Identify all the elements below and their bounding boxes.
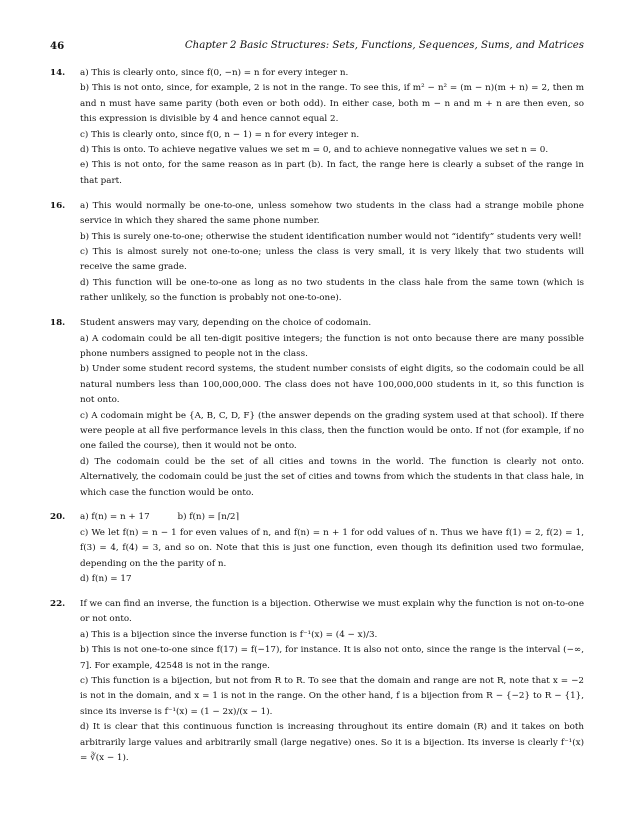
exercise-part: c) This function is a bijection, but not from R to R. To see that the domain and range are not R, note that x = −2 is not in the domain, and x = 1 is not in the range. On the other hand, f is a bijection from R − {−2} to R − {1}, since its inverse is f⁻¹(x) = (1 − 2x)/(x − 1). (80, 676, 584, 717)
exercise-part: a) A codomain could be all ten-digit positive integers; the function is not onto because there are many possible phone numbers assigned to people not in the class. (80, 333, 584, 359)
exercise-part: d) It is clear that this continuous function is increasing throughout its entire domain (R) and it takes on both arbitrarily large values and arbitrarily small (large negative) ones. So it is a bijection. Its inverse is clearly f⁻¹(x) = ∛(x − 1). (80, 722, 584, 764)
exercise-part: c) A codomain might be {A, B, C, D, F} (the answer depends on the grading system used at that school). If there were people at all five performance levels in this class, then the function would be onto. If not (for example, if no one failed the course), then it would not be onto. (80, 410, 584, 452)
exercise-part: e) This is not onto, for the same reason as in part (b). In fact, the range here is clearly a subset of the range in that part. (80, 160, 584, 186)
exercise-part: a) This is clearly onto, since f(0, −n) = n for every integer n. (80, 68, 349, 78)
exercise-20 (50, 510, 584, 587)
exercise-number: 16. (50, 200, 66, 211)
exercise-part: a) f(n) = n + 17 b) f(n) = ⌈n/2⌉ (80, 512, 239, 523)
exercise-part: d) This is onto. To achieve negative values we set m = 0, and to achieve nonnegative values we set n = 0. (80, 145, 549, 156)
exercise-part: a) This is a bijection since the inverse function is f⁻¹(x) = (4 − x)/3. (80, 629, 378, 640)
exercise-part: c) This is clearly onto, since f(0, n − 1) = n for every integer n. (80, 129, 360, 140)
exercise-14 (50, 66, 584, 189)
exercise-part: d) f(n) = 17 (80, 574, 132, 585)
exercise-part: b) This is surely one-to-one; otherwise the student identification number would not “identify” students very well! (80, 231, 582, 242)
exercise-part: c) This is almost surely not one-to-one; unless the class is very small, it is very likely that two students will receive the same grade. (80, 246, 584, 273)
running-title: Chapter 2 Basic Structures: Sets, Functions, Sequences, Sums, and Matrices (184, 40, 584, 51)
exercise-part: d) This function will be one-to-one as long as no two students in the class hale from the same town (which is rather unlikely, so the function is probably not one-to-one). (80, 277, 584, 304)
page-number: 46 (50, 40, 65, 52)
exercise-part: c) We let f(n) = n − 1 for even values of n, and f(n) = n + 1 for odd values of n. Thus we have f(1) = 2, f(2) = 1, f(3) = 4, f(4) = 3, and so on. Note that this is just one function, even though its definition used two formulae, depending on the the parity of n. (80, 527, 584, 569)
exercise-part: b) Under some student record systems, the student number consists of eight digits, so the codomain could be all natural numbers less than 100,000,000. The class does not have 100,000,000 students in it, so this function is not onto. (80, 364, 584, 406)
exercise-part: b) This is not one-to-one since f(17) = f(−17), for instance. It is also not onto, since the range is the interval (−∞, 7]. For example, 42548 is not in the range. (80, 645, 584, 671)
exercise-part: Student answers may vary, depending on the choice of codomain. (80, 318, 372, 329)
exercise-number: 22. (50, 599, 66, 609)
solutions-body (50, 66, 584, 776)
page-header (50, 40, 584, 54)
exercise-part: a) This would normally be one-to-one, unless somehow two students in the class had a strange mobile phone service in which they shared the same phone number. (80, 200, 584, 227)
exercise-18 (50, 316, 584, 501)
exercise-number: 20. (50, 512, 66, 523)
exercise-number: 18. (50, 318, 66, 329)
exercise-part: If we can find an inverse, the function is a bijection. Otherwise we must explain why the function is not on-to-one or not onto. (80, 599, 584, 625)
exercise-16 (50, 199, 584, 307)
exercise-part: b) This is not onto, since, for example, 2 is not in the range. To see this, if m² − n² = (m − n)(m + n) = 2, then m and n must have same parity (both even or both odd). In either case, both m − n and m + n are then even, so this expression is divisible by 4 and hence cannot equal 2. (80, 83, 584, 125)
exercise-part: d) The codomain could be the set of all cities and towns in the world. The function is clearly not onto. Alternatively, the codomain could be just the set of cities and towns from which the students in that class hale, in which case the function would be onto. (80, 456, 584, 498)
exercise-22 (50, 597, 584, 766)
exercise-number: 14. (50, 68, 66, 78)
